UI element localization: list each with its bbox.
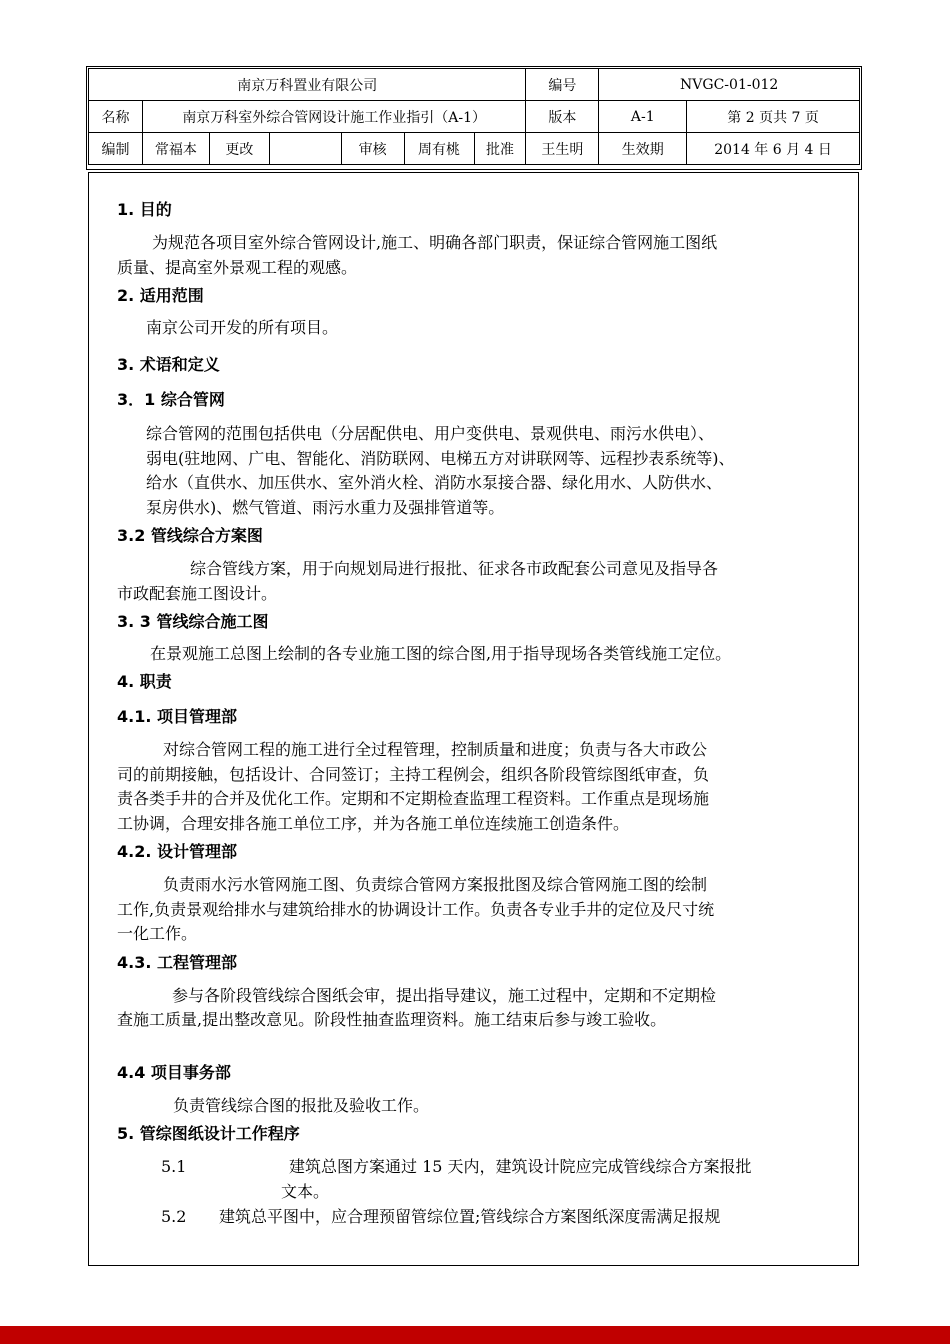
item-5-1-number: 5.1	[161, 1157, 187, 1176]
section-4-2-title: 4.2. 设计管理部	[117, 842, 237, 861]
section-4-4-title: 4.4 项目事务部	[117, 1063, 231, 1082]
approve-label: 批准	[474, 133, 526, 165]
item-5-2-line-1: 建筑总平图中，应合理预留管综位置;管线综合方案图纸深度需满足报规	[219, 1207, 721, 1226]
section-4-2-line-1: 负责雨水污水管网施工图、负责综合管网方案报批图及综合管网施工图的绘制	[163, 875, 708, 894]
section-3-1-line-3: 给水（直供水、加压供水、室外消火栓、消防水泵接合器、绿化用水、人防供水、	[146, 473, 723, 492]
section-1-line-1: 为规范各项目室外综合管网设计,施工、明确各部门职责，保证综合管网施工图纸	[152, 233, 718, 252]
section-1-title: 1. 目的	[117, 200, 172, 219]
section-3-title: 3. 术语和定义	[117, 355, 220, 374]
item-5-1-line-1: 建筑总图方案通过 15 天内，建筑设计院应完成管线综合方案报批	[289, 1157, 752, 1176]
effective-value: 2014 年 6 月 4 日	[687, 133, 860, 165]
section-4-1-line-4: 工协调，合理安排各施工单位工序，并为各施工单位连续施工创造条件。	[117, 814, 630, 833]
section-3-1-line-1: 综合管网的范围包括供电（分居配供电、用户变供电、景观供电、雨污水供电）、	[146, 424, 715, 443]
section-4-1-line-2: 司的前期接触，包括设计、合同签订；主持工程例会，组织各阶段管综图纸审查，负	[117, 765, 710, 784]
section-5-title: 5. 管综图纸设计工作程序	[117, 1124, 300, 1143]
section-4-2-line-3: 一化工作。	[117, 924, 198, 943]
section-4-title: 4. 职责	[117, 672, 172, 691]
change-label: 更改	[209, 133, 269, 165]
section-4-3-line-2: 查施工质量,提出整改意见。阶段性抽查监理资料。施工结束后参与竣工验收。	[117, 1010, 667, 1029]
section-4-1-line-1: 对综合管网工程的施工进行全过程管理，控制质量和进度；负责与各大市政公	[163, 740, 708, 759]
company-name: 南京万科置业有限公司	[89, 69, 526, 101]
page-info: 第 2 页共 7 页	[687, 101, 860, 133]
section-3-2-title: 3.2 管线综合方案图	[117, 526, 263, 545]
section-4-2-line-2: 工作,负责景观给排水与建筑给排水的协调设计工作。负责各专业手井的定位及尺寸统	[117, 900, 715, 919]
section-2-title: 2. 适用范围	[117, 286, 204, 305]
section-3-1-line-2: 弱电(驻地网、广电、智能化、消防联网、电梯五方对讲联网等、远程抄表系统等)、	[146, 449, 735, 468]
change-value	[269, 133, 341, 165]
section-3-1-title: 3．1 综合管网	[117, 390, 225, 409]
section-2-line-1: 南京公司开发的所有项目。	[146, 318, 339, 337]
section-4-1-line-3: 责各类手井的合并及优化工作。定期和不定期检查监理工程资料。工作重点是现场施	[117, 789, 710, 808]
item-5-2-number: 5.2	[161, 1207, 187, 1226]
review-value: 周有桃	[404, 133, 474, 165]
version-value: A-1	[599, 101, 687, 133]
editor-label: 编制	[89, 133, 143, 165]
footer-red-bar	[0, 1326, 950, 1344]
section-4-4-line-1: 负责管线综合图的报批及验收工作。	[173, 1096, 430, 1115]
code-value: NVGC-01-012	[599, 69, 860, 101]
approve-value: 王生明	[526, 133, 599, 165]
section-3-3-line-1: 在景观施工总图上绘制的各专业施工图的综合图,用于指导现场各类管线施工定位。	[150, 644, 732, 663]
section-4-1-title: 4.1. 项目管理部	[117, 707, 237, 726]
section-4-3-title: 4.3. 工程管理部	[117, 953, 237, 972]
version-label: 版本	[526, 101, 599, 133]
section-3-3-title: 3. 3 管线综合施工图	[117, 612, 269, 631]
review-label: 审核	[341, 133, 404, 165]
code-label: 编号	[526, 69, 599, 101]
section-3-2-line-2: 市政配套施工图设计。	[117, 584, 278, 603]
name-label: 名称	[89, 101, 143, 133]
name-value: 南京万科室外综合管网设计施工作业指引（A-1）	[142, 101, 526, 133]
document-header-table	[88, 68, 860, 165]
effective-label: 生效期	[599, 133, 687, 165]
item-5-1-line-2: 文本。	[281, 1182, 330, 1201]
section-4-3-line-1: 参与各阶段管线综合图纸会审，提出指导建议，施工过程中，定期和不定期检	[172, 986, 717, 1005]
section-3-2-line-1: 综合管线方案，用于向规划局进行报批、征求各市政配套公司意见及指导各	[190, 559, 719, 578]
section-1-line-2: 质量、提高室外景观工程的观感。	[117, 258, 358, 277]
section-3-1-line-4: 泵房供水)、燃气管道、雨污水重力及强排管道等。	[146, 498, 505, 517]
editor-value: 常福本	[142, 133, 209, 165]
